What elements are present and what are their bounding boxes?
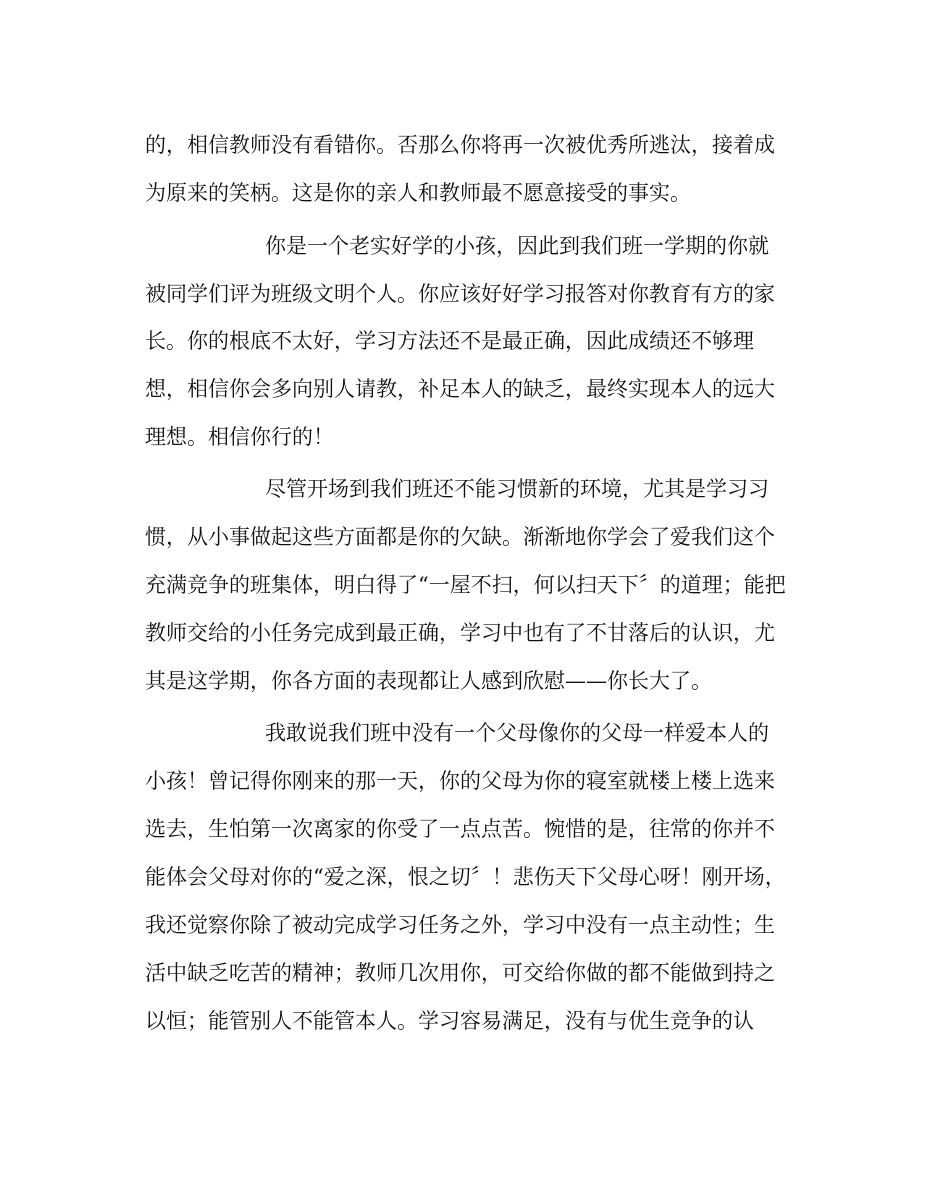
text-line: 能体会父母对你的“爱之深，恨之切〞！悲伤天下父母心呀！刚开场， — [145, 865, 786, 889]
text-line: 选去，生怕第一次离家的你受了一点点苦。惋惜的是，往常的你并不 — [145, 817, 775, 841]
text-line: 其是这学期，你各方面的表现都让人感到欣慰——你长大了。 — [145, 669, 712, 693]
text-line: 我还觉察你除了被动完成学习任务之外，学习中没有一点主动性；生 — [145, 913, 775, 937]
text-line: 理想。相信你行的！ — [145, 425, 334, 449]
text-line: 尽管开场到我们班还不能习惯新的环境，尤其是学习习 — [265, 477, 769, 501]
text-line: 我敢说我们班中没有一个父母像你的父母一样爱本人的 — [265, 721, 769, 745]
text-line: 教师交给的小任务完成到最正确，学习中也有了不甘落后的认识，尤 — [145, 621, 775, 645]
text-line: 为原来的笑柄。这是你的亲人和教师最不愿意接受的事实。 — [145, 181, 691, 205]
text-line: 被同学们评为班级文明个人。你应该好好学习报答对你教育有方的家 — [145, 282, 775, 306]
text-line: 惯，从小事做起这些方面都是你的欠缺。渐渐地你学会了爱我们这个 — [145, 525, 775, 549]
text-line: 长。你的根底不太好，学习方法还不是最正确，因此成绩还不够理 — [145, 329, 754, 353]
text-line: 活中缺乏吃苦的精神；教师几次用你，可交给你做的都不能做到持之 — [145, 961, 775, 985]
text-line: 以恒；能管别人不能管本人。学习容易满足，没有与优生竞争的认 — [145, 1009, 754, 1033]
text-line: 你是一个老实好学的小孩，因此到我们班一学期的你就 — [265, 234, 769, 258]
text-line: 充满竞争的班集体，明白得了“一屋不扫，何以扫天下〞的道理；能把 — [145, 573, 786, 597]
text-line: 的，相信教师没有看错你。否那么你将再一次被优秀所逃汰，接着成 — [145, 133, 775, 157]
text-line: 想，相信你会多向别人请教，补足本人的缺乏，最终实现本人的远大 — [145, 377, 775, 401]
text-line: 小孩！曾记得你刚来的那一天，你的父母为你的寝室就楼上楼上选来 — [145, 769, 775, 793]
